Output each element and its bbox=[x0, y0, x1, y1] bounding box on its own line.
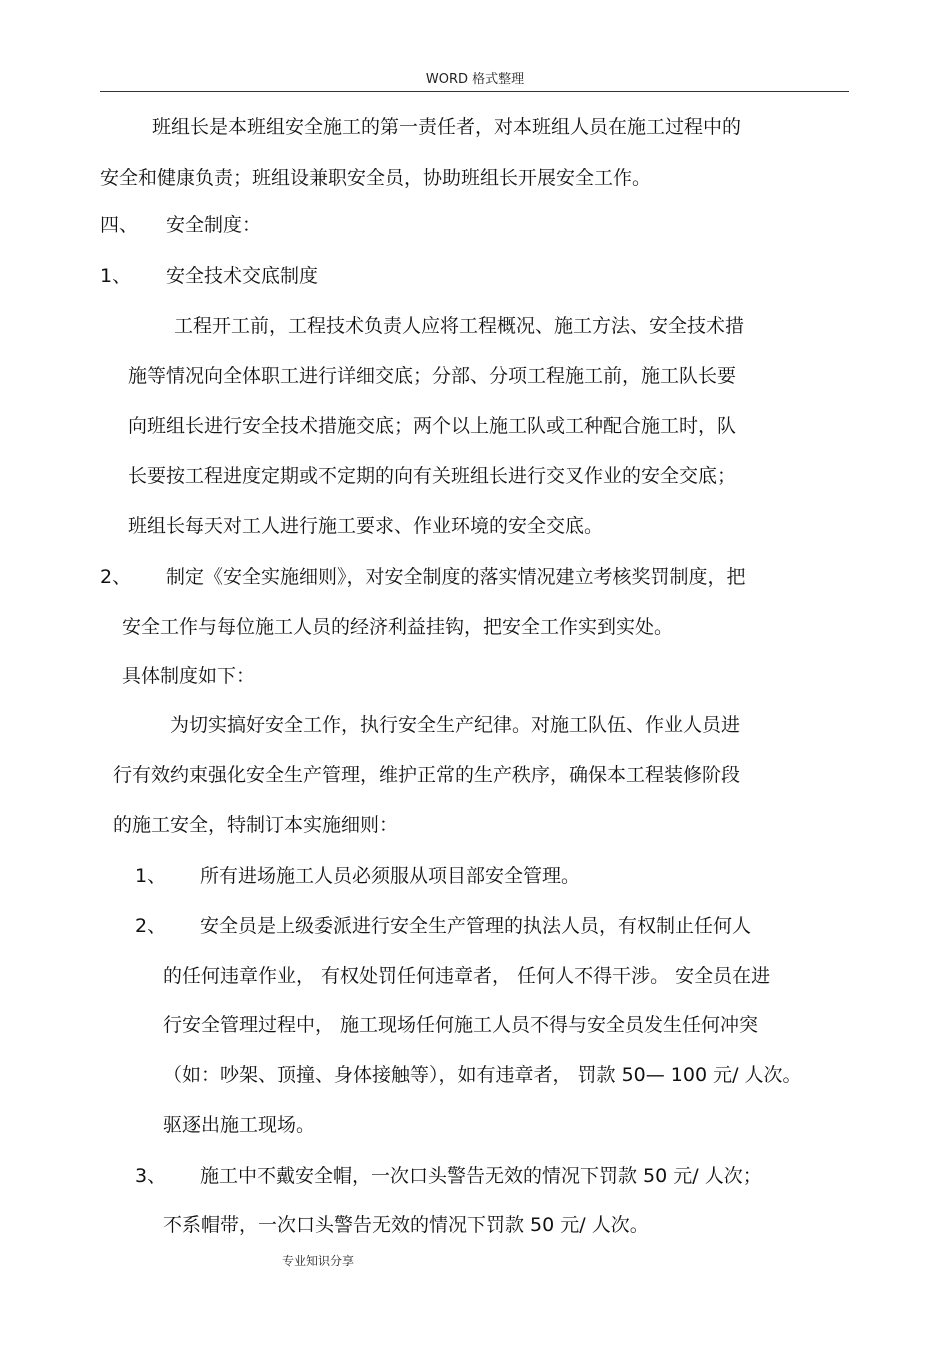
paragraph-line: 班组长是本班组安全施工的第一责任者，对本班组人员在施工过程中的 bbox=[152, 116, 742, 138]
rule-line: 安全员是上级委派进行安全生产管理的执法人员，有权制止任何人 bbox=[200, 915, 752, 937]
item-title: 安全技术交底制度 bbox=[166, 265, 319, 287]
rule-line: 驱逐出施工现场。 bbox=[163, 1114, 316, 1136]
rule-number: 2、 bbox=[135, 915, 167, 937]
rule-line: 不系帽带，一次口头警告无效的情况下罚款 50 元/ 人次。 bbox=[163, 1214, 649, 1236]
paragraph-line: 行有效约束强化安全生产管理，维护正常的生产秩序，确保本工程装修阶段 bbox=[113, 764, 741, 786]
paragraph-line: 工程开工前，工程技术负责人应将工程概况、施工方法、安全技术措 bbox=[174, 315, 745, 337]
paragraph-line: 为切实搞好安全工作，执行安全生产纪律。对施工队伍、作业人员进 bbox=[170, 714, 741, 736]
rule-line: 施工中不戴安全帽，一次口头警告无效的情况下罚款 50 元/ 人次； bbox=[200, 1165, 762, 1187]
paragraph-line: 安全和健康负责；班组设兼职安全员，协助班组长开展安全工作。 bbox=[100, 167, 652, 189]
paragraph-line: 向班组长进行安全技术措施交底；两个以上施工队或工种配合施工时，队 bbox=[128, 415, 737, 437]
paragraph-line: 安全工作与每位施工人员的经济利益挂钩，把安全工作实到实处。 bbox=[122, 616, 674, 638]
section-title: 安全制度： bbox=[166, 214, 262, 236]
subheading: 具体制度如下： bbox=[122, 665, 256, 687]
rule-line: 所有进场施工人员必须服从项目部安全管理。 bbox=[200, 865, 581, 887]
paragraph-line: 的施工安全，特制订本实施细则： bbox=[113, 814, 399, 836]
page-footer: 专业知识分享 bbox=[282, 1254, 355, 1268]
rule-number: 3、 bbox=[135, 1165, 167, 1187]
page-header: WORD 格式整理 bbox=[425, 72, 525, 87]
rule-line: 行安全管理过程中， 施工现场任何施工人员不得与安全员发生任何冲突 bbox=[163, 1014, 759, 1036]
item-number: 1、 bbox=[100, 265, 132, 287]
header-divider bbox=[100, 91, 849, 92]
rule-line: （如：吵架、顶撞、身体接触等），如有违章者， 罚款 50— 100 元/ 人次。 bbox=[163, 1064, 802, 1086]
paragraph-line: 制定《安全实施细则》，对安全制度的落实情况建立考核奖罚制度，把 bbox=[166, 566, 746, 588]
rule-line: 的任何违章作业， 有权处罚任何违章者， 任何人不得干涉。 安全员在进 bbox=[163, 965, 771, 987]
paragraph-line: 长要按工程进度定期或不定期的向有关班组长进行交叉作业的安全交底； bbox=[128, 465, 737, 487]
paragraph-line: 施等情况向全体职工进行详细交底；分部、分项工程施工前，施工队长要 bbox=[128, 365, 737, 387]
paragraph-line: 班组长每天对工人进行施工要求、作业环境的安全交底。 bbox=[128, 515, 604, 537]
item-number: 2、 bbox=[100, 566, 132, 588]
rule-number: 1、 bbox=[135, 865, 167, 887]
section-number: 四、 bbox=[100, 214, 139, 236]
